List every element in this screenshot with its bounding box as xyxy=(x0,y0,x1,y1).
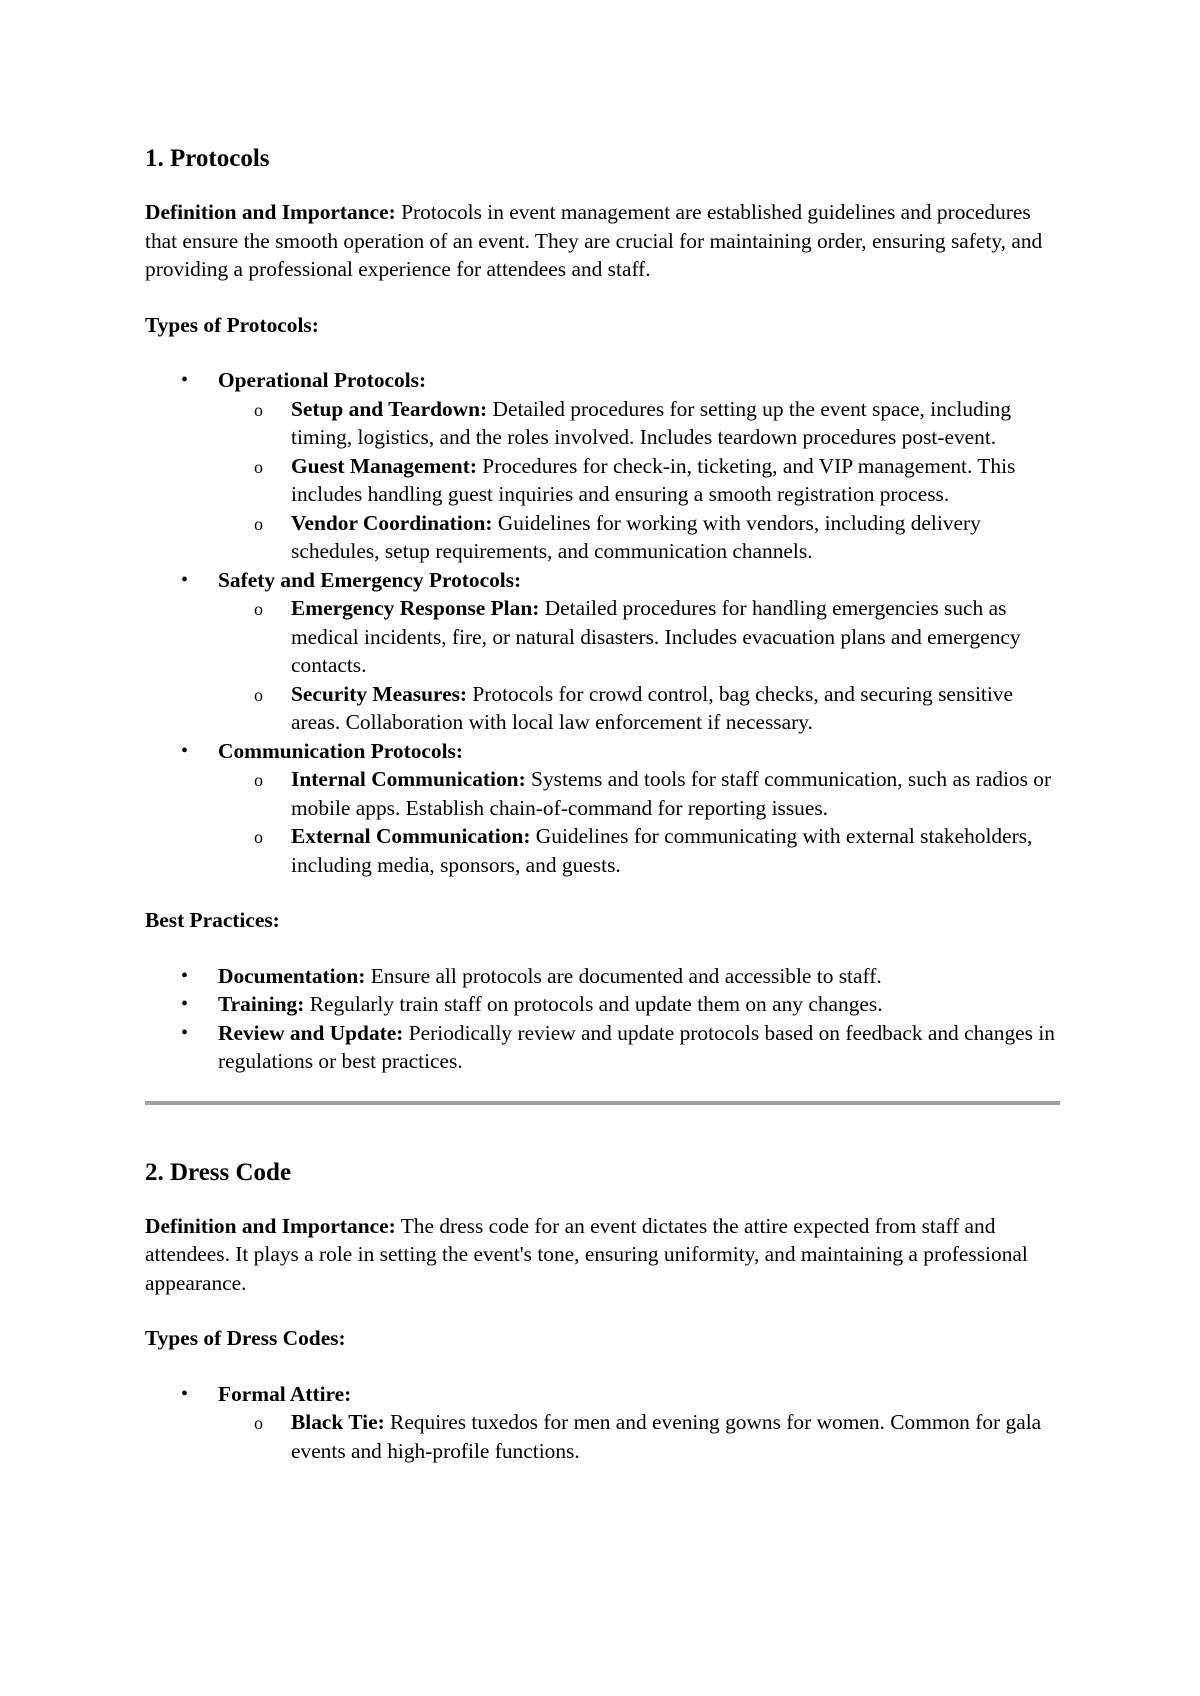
circle-bullet-icon: o xyxy=(254,770,263,790)
circle-bullet-icon: o xyxy=(254,456,263,477)
list-item-label: Review and Update: xyxy=(218,1020,404,1045)
list-item xyxy=(145,1380,1060,1466)
list-item-label: Emergency Response Plan: xyxy=(291,596,540,620)
list-item-text: Guidelines for communicating with external stakeholders, including media, sponsors, and guests. xyxy=(291,824,1033,877)
bullet-icon: • xyxy=(181,739,189,762)
list-item xyxy=(145,366,1060,566)
list-item xyxy=(145,990,1060,1019)
list-item-label: Vendor Coordination: xyxy=(291,510,493,535)
list-item-label: Guest Management: xyxy=(291,453,477,478)
list-item xyxy=(218,509,1060,566)
definition-label: Definition and Importance: xyxy=(145,200,396,224)
list-item-text: Detailed procedures for handling emergencies such as medical incidents, fire, or natural disasters. Includes evacuation plans and emergency contacts. xyxy=(291,596,1021,677)
section-heading-protocols: 1. Protocols xyxy=(145,145,270,172)
list-item-label: Safety and Emergency Protocols: xyxy=(218,567,522,592)
definition-text: Protocols in event management are established guidelines and procedures that ensure the smooth operation of an event. They are crucial for maintaining order, ensuring safety, and providing a professional experience for attendees and staff. xyxy=(145,200,1043,281)
list-item-label: Security Measures: xyxy=(291,681,468,706)
list-item-text: Detailed procedures for setting up the event space, including timing, logistics, and the roles involved. Includes teardown procedures post-event. xyxy=(291,396,1012,449)
horizontal-divider xyxy=(145,1101,1060,1105)
list-item-label: Setup and Teardown: xyxy=(291,396,488,421)
bullet-icon: • xyxy=(181,993,189,1015)
types-heading: Types of Dress Codes: xyxy=(145,1326,346,1350)
best-practices-list xyxy=(145,962,1060,1076)
circle-bullet-icon: o xyxy=(254,599,263,619)
list-item-text: Periodically review and update protocols based on feedback and changes in regulations or best practices. xyxy=(218,1020,1055,1073)
list-item xyxy=(218,822,1060,879)
sub-list xyxy=(218,594,1060,737)
list-item-label: External Communication: xyxy=(291,824,531,848)
list-item-text: Requires tuxedos for men and evening gowns for women. Common for gala events and high-profile functions. xyxy=(291,1410,1042,1463)
circle-bullet-icon: o xyxy=(254,684,263,705)
list-item-text: Protocols for crowd control, bag checks, and securing sensitive areas. Collaboration with local law enforcement if necessary. xyxy=(291,681,1013,734)
list-item xyxy=(145,566,1060,737)
list-item-label: Internal Communication: xyxy=(291,767,526,791)
list-item-text: Ensure all protocols are documented and accessible to staff. xyxy=(365,963,882,988)
list-item xyxy=(218,1408,1060,1465)
bullet-icon: • xyxy=(181,369,189,391)
list-item xyxy=(218,765,1060,822)
list-item xyxy=(145,962,1060,991)
list-item-label: Communication Protocols: xyxy=(218,738,463,763)
circle-bullet-icon: o xyxy=(254,1413,263,1433)
sub-list xyxy=(218,1408,1060,1465)
circle-bullet-icon: o xyxy=(254,827,263,847)
circle-bullet-icon: o xyxy=(254,513,263,534)
types-heading: Types of Protocols: xyxy=(145,312,319,337)
list-item-text: Guidelines for working with vendors, including delivery schedules, setup requirements, and communication channels. xyxy=(291,510,981,563)
protocol-types-list xyxy=(145,366,1060,879)
list-item-label: Formal Attire: xyxy=(218,1381,352,1406)
best-practices-heading: Best Practices: xyxy=(145,908,280,932)
definition-paragraph xyxy=(145,1212,1060,1298)
bullet-icon: • xyxy=(181,1382,189,1405)
dress-code-types-list xyxy=(145,1380,1060,1466)
list-item-text: Systems and tools for staff communication, such as radios or mobile apps. Establish chain-of-command for reporting issues. xyxy=(291,767,1052,820)
list-item xyxy=(218,680,1060,737)
bullet-icon: • xyxy=(181,568,189,591)
section-dress-code xyxy=(145,1156,1060,1190)
sub-list xyxy=(218,395,1060,566)
list-item-text: Regularly train staff on protocols and update them on any changes. xyxy=(304,992,883,1016)
bullet-icon: • xyxy=(181,964,189,987)
list-item xyxy=(145,737,1060,880)
list-item xyxy=(145,1019,1060,1076)
list-item-label: Documentation: xyxy=(218,963,366,988)
section-heading-dress-code: 2. Dress Code xyxy=(145,1158,292,1186)
bullet-icon: • xyxy=(181,1021,189,1044)
list-item-label: Operational Protocols: xyxy=(218,368,427,392)
definition-label: Definition and Importance: xyxy=(145,1213,396,1238)
circle-bullet-icon: o xyxy=(254,399,263,420)
list-item-text: Procedures for check-in, ticketing, and VIP management. This includes handling guest inquiries and ensuring a smooth registration process. xyxy=(291,453,1016,506)
list-item xyxy=(218,594,1060,680)
document-body xyxy=(145,142,1060,1465)
list-item-label: Training: xyxy=(218,992,305,1016)
list-item xyxy=(218,452,1060,509)
definition-paragraph xyxy=(145,198,1060,284)
definition-text: The dress code for an event dictates the attire expected from staff and attendees. It plays a role in setting the event's tone, ensuring uniformity, and maintaining a professional appearance. xyxy=(145,1213,1028,1295)
list-item-label: Black Tie: xyxy=(291,1410,385,1434)
list-item xyxy=(218,395,1060,452)
sub-list xyxy=(218,765,1060,879)
